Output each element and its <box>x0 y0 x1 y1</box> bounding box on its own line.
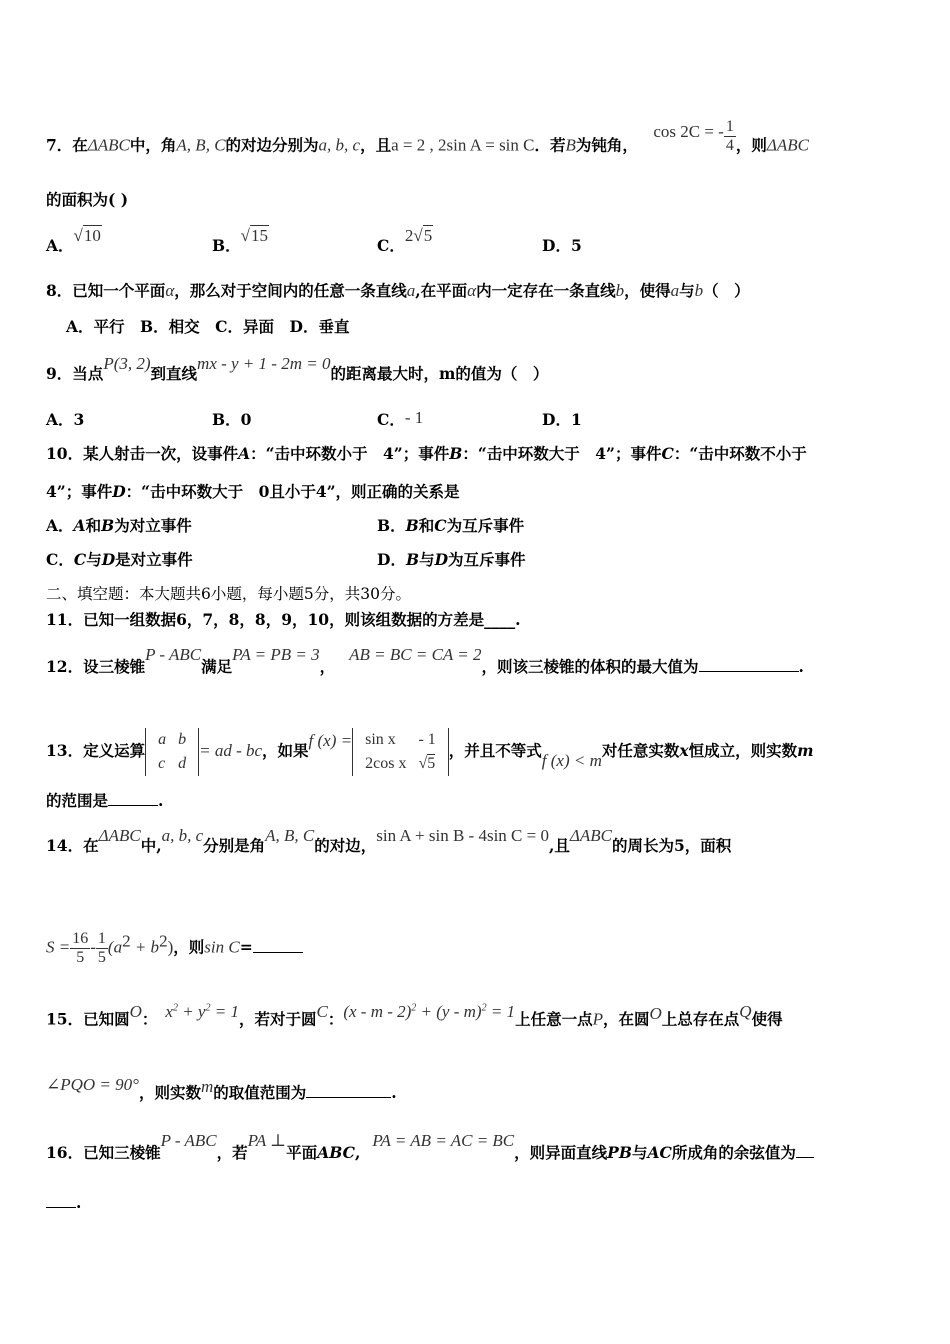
q8-option-c[interactable]: C．异面 <box>215 317 275 336</box>
section-2-heading: 二、填空题：本大题共6小题，每小题5分，共30分。 <box>46 585 411 603</box>
q7-option-a[interactable]: A．√10 <box>46 226 101 255</box>
q10-option-a[interactable]: A．A和B为对立事件 <box>46 516 192 535</box>
q14-line1: 14．在ΔABC中,a, b, c分别是角A, B, C的对边，sin A + sin B - 4sin C = 0,且ΔABC的周长为5，面积 <box>46 826 732 855</box>
q13-matrix: sin x - 1 2cos x √5 <box>352 728 449 776</box>
q12-answer-blank[interactable] <box>699 656 799 672</box>
q9-option-d[interactable]: D．1 <box>542 410 582 429</box>
q14-line2: S = $\frac{16}{5}$ - $\frac{1}{5}$ $(a^2 + b^2)$，则sin C= <box>46 930 303 967</box>
q7-option-c[interactable]: C．2√5 <box>377 226 433 255</box>
q13: 13．定义运算 a b c d = ad - bc，如果f (x) = sin x - 1 2cos x √5 ，并且不等式f (x) < m对任意实数x恒成立，则实数m <box>46 728 814 776</box>
q10-option-c[interactable]: C．C与D是对立事件 <box>46 550 193 569</box>
q12: 12．设三棱锥P - ABC满足PA = PB = 3，AB = BC = CA = 2，则该三棱锥的体积的最大值为 . <box>46 645 804 676</box>
q15-answer-blank[interactable] <box>306 1082 391 1098</box>
q10-line2: 4”；事件D：“击中环数大于 0且小于4”，则正确的关系是 <box>46 482 460 501</box>
q16-answer-blank-a[interactable] <box>796 1142 814 1158</box>
q8-option-b[interactable]: B．相交 <box>140 317 200 336</box>
q15-line2: ∠PQO = 90°，则实数m的取值范围为 . <box>46 1075 397 1102</box>
q8-option-a[interactable]: A．平行 <box>66 317 125 336</box>
q15-line1: 15．已知圆O： $x^2 + y^2 = 1$，若对于圆C：(x - m - 2)$^2$ + (y - m)$^2$ = 1上任意一点P，在圆O上总存在点Q使得 <box>46 1001 783 1029</box>
q7-option-d[interactable]: D．5 <box>542 236 582 255</box>
q10-line1: 10．某人射击一次，设事件A：“击中环数小于 4”；事件B：“击中环数大于 4”；事件C：“击中环数不小于 <box>46 444 807 463</box>
q9-option-c[interactable]: C．- 1 <box>377 408 424 429</box>
q16-line2: . <box>46 1192 81 1213</box>
q11: 11．已知一组数据6，7，8，8，9，10，则该组数据的方差是____. <box>46 610 521 629</box>
q7-line2: 的面积为( ) <box>46 190 129 209</box>
q16-answer-blank-b[interactable] <box>46 1192 76 1208</box>
q10-option-b[interactable]: B．B和C为互斥事件 <box>377 516 525 535</box>
q13-line2: 的范围是 . <box>46 791 164 810</box>
q9-option-a[interactable]: A．3 <box>46 410 85 429</box>
q8-option-d[interactable]: D．垂直 <box>289 317 350 336</box>
q13-answer-blank[interactable] <box>108 790 158 806</box>
q7-option-b[interactable]: B．√15 <box>212 226 268 255</box>
q7-line1: 7．在ΔABC中，角A, B, C的对边分别为a, b, c，且a = 2 , 2sin A = sin C．若B为钝角， cos 2C = - $\frac{1}{4}$ ，则ΔABC <box>46 118 809 155</box>
q14-answer-blank[interactable] <box>253 937 303 953</box>
q10-option-d[interactable]: D．B与D为互斥事件 <box>377 550 526 569</box>
q9-line1: 9．当点P(3, 2)到直线mx - y + 1 - 2m = 0的距离最大时，m的值为（ ） <box>46 354 549 383</box>
q8-options <box>66 317 349 337</box>
q13-determinant: a b c d <box>145 728 199 776</box>
q8-line1: 8．已知一个平面α，那么对于空间内的任意一条直线a,在平面α内一定存在一条直线b，使得a与b（ ） <box>46 281 750 300</box>
q16-line1: 16．已知三棱锥P - ABC，若PA ⊥平面ABC,PA = AB = AC = BC，则异面直线PB与AC所成角的余弦值为 <box>46 1142 814 1163</box>
q9-option-b[interactable]: B．0 <box>212 410 252 429</box>
